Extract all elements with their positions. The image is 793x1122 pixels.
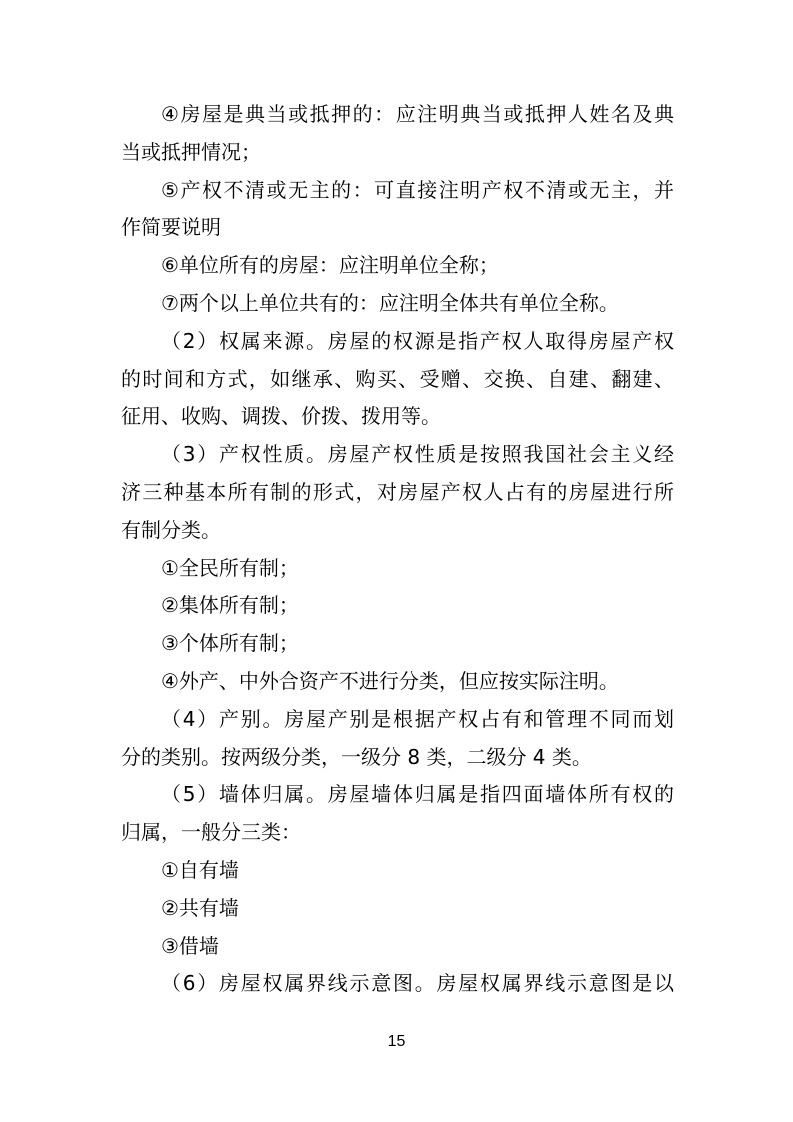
text-line: 济三种基本所有制的形式，对房屋产权人占有的房屋进行所 [121, 479, 674, 504]
text-line: ④房屋是典当或抵押的：应注明典当或抵押人姓名及典 [161, 102, 674, 126]
list-item: ①自有墙 [161, 857, 239, 882]
text-line: 有制分类。 [121, 517, 221, 542]
text-line: 的时间和方式，如继承、购买、受赠、交换、自建、翻建、 [121, 366, 674, 391]
body-text [121, 96, 674, 1003]
text-line: （6）房屋权属界线示意图。房屋权属界线示意图是以 [161, 971, 674, 996]
list-item: ②共有墙 [161, 895, 239, 920]
text-line: 作简要说明 [121, 215, 221, 240]
text-line: ⑦两个以上单位共有的：应注明全体共有单位全称。 [161, 290, 619, 315]
text-line: （5）墙体归属。房屋墙体归属是指四面墙体所有权的 [161, 782, 674, 807]
text-line: 当或抵押情况； [121, 139, 261, 164]
text-line: 归属，一般分三类： [121, 820, 301, 845]
text-line: （2）权属来源。房屋的权源是指产权人取得房屋产权 [161, 328, 674, 353]
list-item: ①全民所有制； [161, 555, 299, 580]
list-item: ④外产、中外合资产不进行分类，但应按实际注明。 [161, 668, 619, 693]
text-line: 征用、收购、调拨、价拨、拨用等。 [121, 404, 441, 429]
list-item: ③借墙 [161, 933, 219, 958]
page-number: 15 [387, 1033, 406, 1050]
list-item: ②集体所有制； [161, 593, 299, 618]
text-line: 分的类别。按两级分类，一级分 8 类，二级分 4 类。 [121, 744, 592, 769]
text-line: （3）产权性质。房屋产权性质是按照我国社会主义经 [161, 442, 674, 467]
text-line: ⑥单位所有的房屋：应注明单位全称； [161, 253, 499, 278]
text-line: ⑤产权不清或无主的：可直接注明产权不清或无主，并 [161, 177, 674, 202]
text-line: （4）产别。房屋产别是根据产权占有和管理不同而划 [161, 706, 674, 731]
list-item: ③个体所有制； [161, 631, 299, 656]
